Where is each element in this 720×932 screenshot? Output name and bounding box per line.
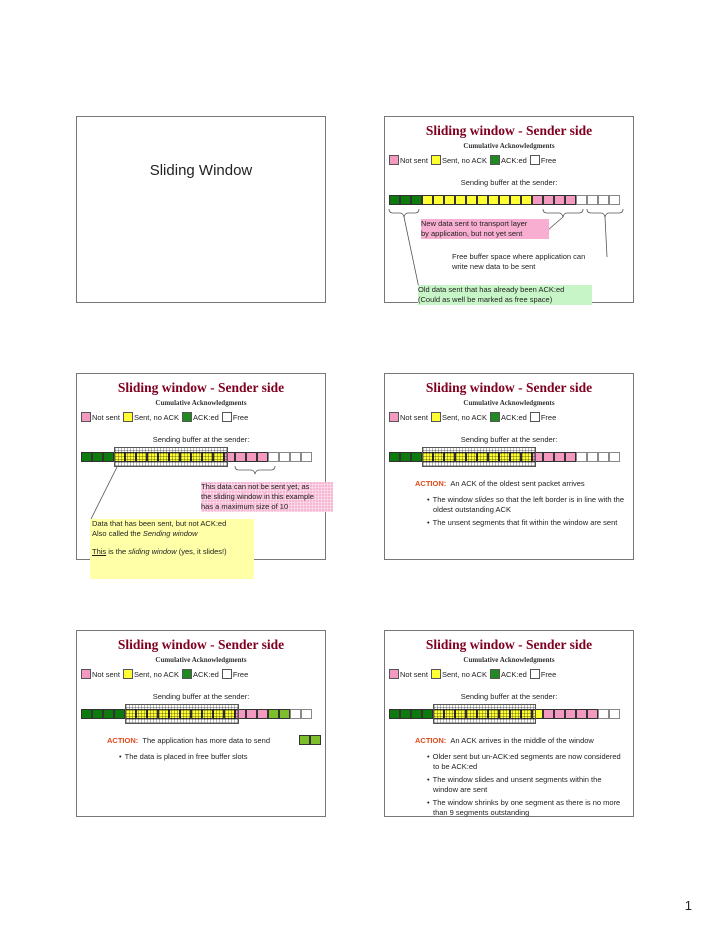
legend-label: Free (540, 669, 557, 679)
legend-free (222, 669, 248, 679)
buffer-cell (290, 709, 301, 719)
action-keyword: ACTION: (415, 479, 447, 488)
buffer-caption: Sending buffer at the sender: (460, 692, 558, 701)
green-swatch-icon (182, 669, 192, 679)
legend-label: Free (232, 669, 249, 679)
legend-not-sent (389, 412, 428, 422)
legend-label: Free (540, 155, 557, 165)
buffer-cell (565, 452, 576, 462)
bullet-list (425, 495, 625, 531)
white-swatch-icon (222, 669, 232, 679)
buffer-cell (598, 452, 609, 462)
note-text: is the (106, 547, 129, 556)
action-line (107, 736, 270, 745)
legend-label: Sent, no ACK (133, 669, 179, 679)
bullet-emphasis: slides (474, 495, 494, 504)
buffer-cell (609, 452, 620, 462)
buffer-cell (400, 452, 411, 462)
white-swatch-icon (530, 412, 540, 422)
note-line: has a maximum size of 10 (201, 502, 289, 511)
note-line: by application, but not yet sent (421, 229, 523, 238)
bullet-item: • The window slides and unsent segments within the window are sent (425, 775, 625, 795)
note-old-data (418, 285, 592, 305)
note-line: Old data sent that has already been ACK:ed (418, 285, 565, 294)
legend-not-sent (389, 669, 428, 679)
legend-label: Free (232, 412, 249, 422)
bullet-item: • The window shrinks by one segment as there is no more than 9 segments outstanding (425, 798, 625, 818)
note-line: write new data to be sent (452, 262, 536, 271)
legend-free (530, 412, 556, 422)
bullet-item: • The data is placed in free buffer slots (117, 752, 317, 762)
action-line (415, 479, 585, 488)
buffer-cell (400, 709, 411, 719)
pink-swatch-icon (389, 669, 399, 679)
legend-label: ACK:ed (500, 412, 527, 422)
green-swatch-icon (490, 669, 500, 679)
legend (81, 668, 251, 680)
title-slide-heading: Sliding Window (149, 162, 253, 179)
white-swatch-icon (530, 669, 540, 679)
legend-not-sent (81, 669, 120, 679)
slide-heading: Sliding window - Sender side (117, 380, 285, 395)
slide-heading: Sliding window - Sender side (425, 123, 593, 138)
legend-label: Not sent (400, 155, 428, 165)
legend-label: Sent, no ACK (441, 669, 487, 679)
note-line: This data can not be sent yet, as (201, 482, 310, 491)
pink-swatch-icon (389, 412, 399, 422)
slide-subtitle: Cumulative Acknowledgments (155, 656, 247, 664)
buffer-cell (246, 709, 257, 719)
note-underline: This (92, 547, 107, 556)
buffer-cell (411, 709, 422, 719)
note-line (92, 529, 254, 539)
action-keyword: ACTION: (415, 736, 447, 745)
slide-5 (76, 630, 326, 817)
new-data-cell (310, 735, 321, 745)
buffer-caption: Sending buffer at the sender: (460, 435, 558, 444)
sliding-window-frame (433, 704, 536, 724)
legend-label: Sent, no ACK (441, 412, 487, 422)
slide-6 (384, 630, 634, 817)
legend-acked (490, 412, 527, 422)
buffer-cell (543, 709, 554, 719)
legend-label: Not sent (400, 412, 428, 422)
buffer-caption: Sending buffer at the sender: (152, 435, 250, 444)
legend-sent-no-ack (431, 412, 487, 422)
legend-label: Not sent (92, 669, 120, 679)
buffer-cell (92, 709, 103, 719)
buffer-cell (279, 709, 290, 719)
buffer-cell (554, 452, 565, 462)
note-line: the sliding window in this example (201, 492, 314, 501)
slide-title-slide (76, 116, 326, 303)
legend-label: ACK:ed (192, 412, 219, 422)
bullet-item (425, 495, 625, 515)
buffer-cell (411, 452, 422, 462)
bullet-text: The window (432, 495, 475, 504)
legend-acked (182, 669, 219, 679)
legend-label: Sent, no ACK (441, 155, 487, 165)
legend (389, 668, 559, 680)
note-emphasis: Sending window (142, 529, 198, 538)
yellow-swatch-icon (123, 669, 133, 679)
buffer-cell (81, 709, 92, 719)
note-line: (Could as well be marked as free space) (418, 295, 553, 304)
pink-swatch-icon (81, 669, 91, 679)
action-text: An ACK of the oldest sent packet arrives (450, 479, 585, 488)
legend-label: ACK:ed (500, 155, 527, 165)
buffer-cell (257, 709, 268, 719)
action-text: An ACK arrives in the middle of the window (450, 736, 594, 745)
yellow-swatch-icon (431, 412, 441, 422)
note-sending-window (90, 519, 254, 579)
green-swatch-icon (490, 412, 500, 422)
buffer-caption: Sending buffer at the sender: (152, 692, 250, 701)
legend-label: ACK:ed (192, 669, 219, 679)
slide-subtitle: Cumulative Acknowledgments (463, 399, 555, 407)
buffer-cell (565, 709, 576, 719)
buffer-caption: Sending buffer at the sender: (460, 178, 558, 187)
bullet-text: so that the left border is in line with the oldest outstanding ACK (433, 495, 625, 514)
legend-acked (490, 669, 527, 679)
buffer-cell (598, 709, 609, 719)
slide-subtitle: Cumulative Acknowledgments (155, 399, 247, 407)
page-number: 1 (684, 898, 692, 913)
buffer-cell (389, 709, 400, 719)
buffer-cell (422, 709, 433, 719)
buffer-cell (301, 709, 312, 719)
slide-heading: Sliding window - Sender side (425, 637, 593, 652)
legend-label: ACK:ed (500, 669, 527, 679)
buffer-cell (114, 709, 125, 719)
note-cannot-send (201, 482, 333, 512)
slide-3 (76, 373, 326, 560)
slide-2 (384, 116, 634, 303)
new-data-blocks (299, 735, 321, 745)
buffer-cell (587, 709, 598, 719)
note-new-data (421, 219, 549, 239)
buffer-cell (103, 709, 114, 719)
sliding-window-frame (125, 704, 239, 724)
legend-sent-no-ack (123, 669, 179, 679)
slide-subtitle: Cumulative Acknowledgments (463, 142, 555, 150)
bullet-list (117, 752, 317, 765)
bullet-item: • Older sent but un-ACK:ed segments are now considered to be ACK:ed (425, 752, 625, 772)
legend-label: Not sent (400, 669, 428, 679)
slide-heading: Sliding window - Sender side (117, 637, 285, 652)
buffer-cell (576, 452, 587, 462)
action-keyword: ACTION: (107, 736, 139, 745)
new-data-cell (299, 735, 310, 745)
buffer-cell (587, 452, 598, 462)
buffer-cell (554, 709, 565, 719)
legend (389, 411, 559, 423)
legend-free (530, 669, 556, 679)
note-free-space (452, 252, 632, 272)
legend-label: Sent, no ACK (133, 412, 179, 422)
bullet-list (425, 752, 625, 821)
legend-label: Not sent (92, 412, 120, 422)
buffer-cell (609, 709, 620, 719)
legend-sent-no-ack (431, 669, 487, 679)
action-line (415, 736, 594, 745)
legend-label: Free (540, 412, 557, 422)
buffer-cell (268, 709, 279, 719)
yellow-swatch-icon (431, 669, 441, 679)
slide-subtitle: Cumulative Acknowledgments (463, 656, 555, 664)
sliding-window-frame (422, 447, 536, 467)
slide-4 (384, 373, 634, 560)
action-text: The application has more data to send (142, 736, 271, 745)
buffer-cell (576, 709, 587, 719)
annotation-lines (385, 117, 635, 304)
note-line: New data sent to transport layer (421, 219, 528, 228)
bullet-item: • The unsent segments that fit within the window are sent (425, 518, 625, 528)
note-line: Free buffer space where application can (452, 252, 586, 261)
buffer-cell (389, 452, 400, 462)
note-line (92, 547, 254, 557)
note-text: (yes, it slides!) (176, 547, 227, 556)
slide-heading: Sliding window - Sender side (425, 380, 593, 395)
note-text: Also called the (92, 529, 143, 538)
note-emphasis: sliding window (128, 547, 177, 556)
note-line: Data that has been sent, but not ACK:ed (92, 519, 227, 528)
buffer-cell (543, 452, 554, 462)
